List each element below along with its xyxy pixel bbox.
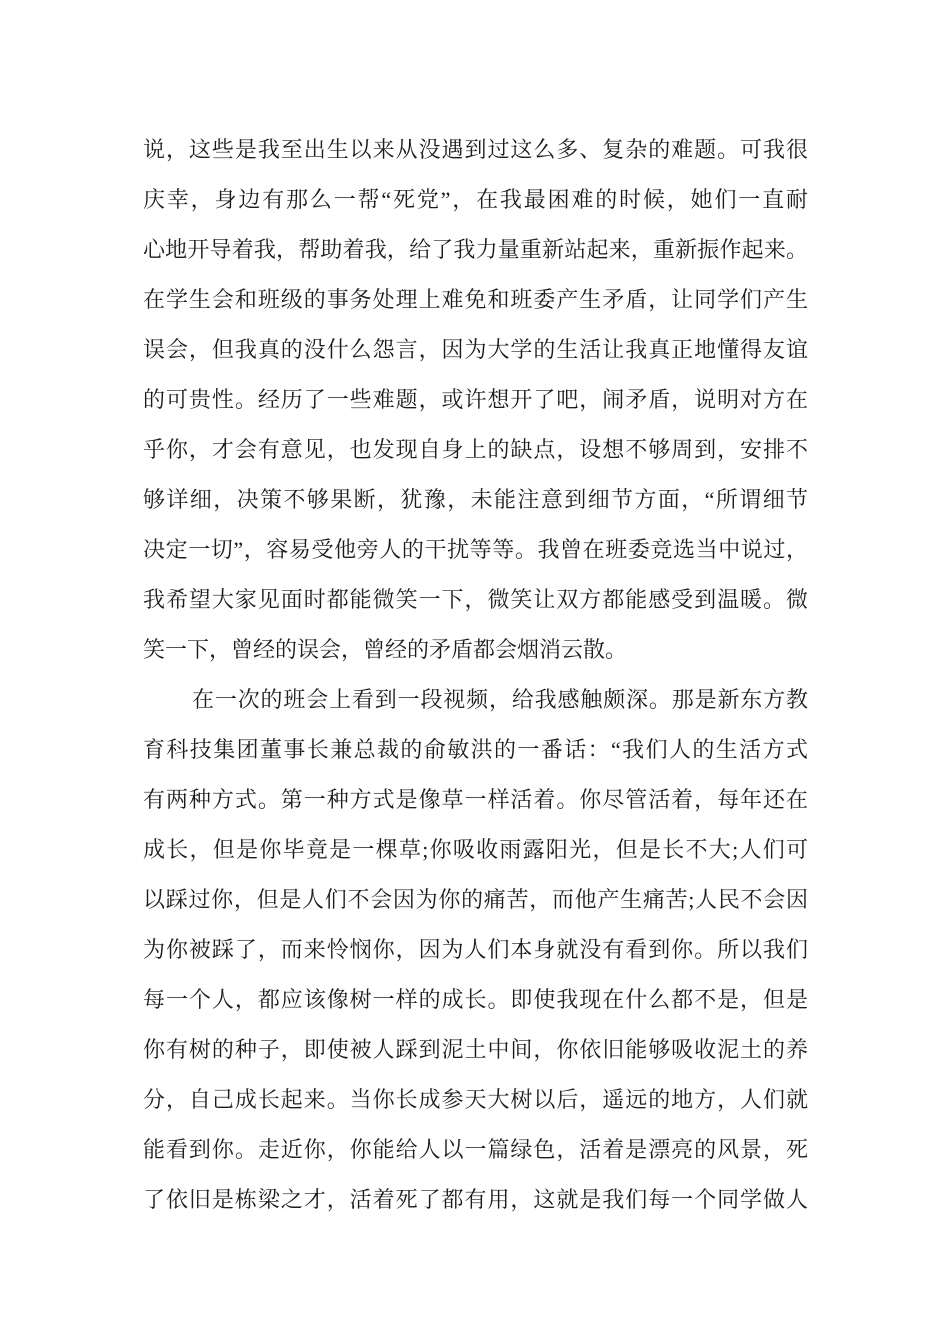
text-line: 能看到你。走近你，你能给人以一篇绿色，活着是漂亮的风景，死 [143, 1137, 808, 1162]
text-line: 以踩过你，但是人们不会因为你的痛苦，而他产生痛苦;人民不会因 [143, 887, 808, 912]
text-line: 误会，但我真的没什么怨言，因为大学的生活让我真正地懂得友谊 [143, 337, 808, 362]
text-line: 决定一切”，容易受他旁人的干扰等等。我曾在班委竞选当中说过， [143, 537, 808, 562]
text-line: 庆幸，身边有那么一帮“死党”，在我最困难的时候，她们一直耐 [143, 187, 808, 212]
text-line: 够详细，决策不够果断，犹豫，未能注意到细节方面，“所谓细节 [143, 487, 808, 512]
text-line: 分，自己成长起来。当你长成参天大树以后，遥远的地方，人们就 [143, 1087, 808, 1112]
text-line: 有两种方式。第一种方式是像草一样活着。你尽管活着，每年还在 [143, 787, 808, 812]
text-line: 为你被踩了，而来怜悯你，因为人们本身就没有看到你。所以我们 [143, 937, 808, 962]
text-line: 成长，但是你毕竟是一棵草;你吸收雨露阳光，但是长不大;人们可 [143, 837, 808, 862]
text-line: 在学生会和班级的事务处理上难免和班委产生矛盾，让同学们产生 [143, 287, 808, 312]
text-line: 说，这些是我至出生以来从没遇到过这么多、复杂的难题。可我很 [143, 137, 808, 162]
text-line: 了依旧是栋梁之才，活着死了都有用，这就是我们每一个同学做人 [143, 1187, 808, 1212]
text-line: 我希望大家见面时都能微笑一下，微笑让双方都能感受到温暖。微 [143, 587, 808, 612]
page-text-block [143, 125, 808, 1225]
text-line: 你有树的种子，即使被人踩到泥土中间，你依旧能够吸收泥土的养 [143, 1037, 808, 1062]
text-line: 乎你，才会有意见，也发现自身上的缺点，设想不够周到，安排不 [143, 437, 808, 462]
text-line: 在一次的班会上看到一段视频，给我感触颇深。那是新东方教 [192, 687, 808, 712]
text-line: 育科技集团董事长兼总裁的俞敏洪的一番话：“我们人的生活方式 [143, 737, 808, 762]
text-line: 每一个人，都应该像树一样的成长。即使我现在什么都不是，但是 [143, 987, 808, 1012]
text-line: 的可贵性。经历了一些难题，或许想开了吧，闹矛盾，说明对方在 [143, 387, 808, 412]
text-line: 笑一下，曾经的误会，曾经的矛盾都会烟消云散。 [143, 637, 628, 662]
text-line: 心地开导着我，帮助着我，给了我力量重新站起来，重新振作起来。 [143, 237, 808, 262]
